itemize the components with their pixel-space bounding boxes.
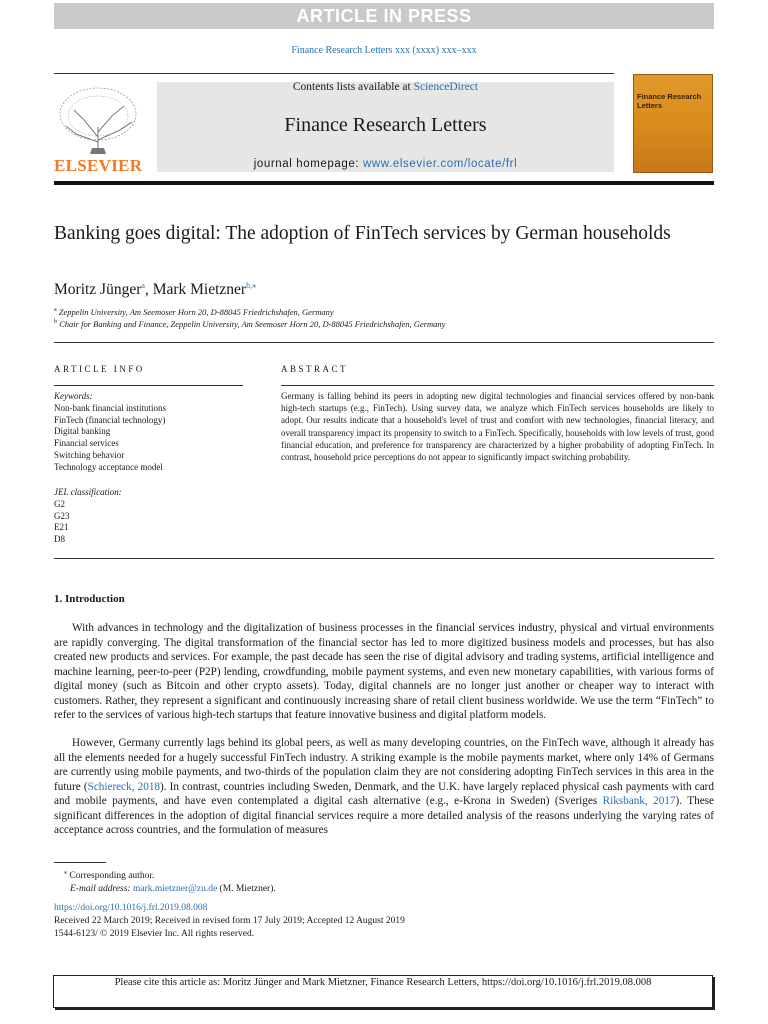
introduction-heading: 1. Introduction [54,593,125,605]
keyword-item: Digital banking [54,426,111,437]
paper-title: Banking goes digital: The adoption of FinTech services by German households [54,223,671,244]
section-divider [54,558,714,559]
author-list [54,281,256,299]
footnote-rule [54,862,106,863]
keywords-label: Keywords: [54,391,93,401]
sciencedirect-link[interactable]: ScienceDirect [413,81,479,93]
affiliation-text: Chair for Banking and Finance, Zeppelin University, Am Seemoser Horn 20, D-88045 Friedrichshafen, Germany [59,319,446,329]
body-paragraph: With advances in technology and the digitalization of business processes in the financial services industry, physical and virtual environments are rapidly converging. The digital transformation of the financial sector has led to more digitized business models and processes, but has also created new products and services. For example, the past decade has seen the rise of digital advisory and trading systems, artificial intelligence and machine learning, peer-to-peer (P2P) lending, crowdfunding, mobile payment systems, and even new monetary capabilities, with various forms of digital money (such as Bitcoin and other crypto assets). Today, digital channels are no longer just another or cheaper way to interact with customers. Rather, they represent a significant and continuously increasing share of retail client business worldwide. We use the term “FinTech” to refer to the services of various high-tech startups that feature innovative business and digital platform models. [54,622,714,721]
cover-title: Finance Research Letters [637,92,702,110]
jel-code: G2 [54,498,65,509]
citation-link[interactable]: Riksbank, 2017 [602,795,676,807]
abstract-rule [281,385,714,386]
affiliation-b [54,319,445,329]
affiliation-mark: b [54,319,57,326]
cite-article-text: Please cite this article as: Moritz Jünger and Mark Mietzner, Finance Research Letters, https://doi.org/10.1016/j.frl.2019.08.008 [114,977,652,988]
abstract-text: Germany is falling behind its peers in adopting new digital technologies and financial services offered by non-bank high-tech startups (e.g., FinTech). Using survey data, we analyze which FinTech services households are likely to adopt. Our results indicate that a household's level of trust and comfort with new technologies, financial literacy, and overall transparency impact its propensity to switch to a FinTech. Specifically, households with low levels of trust, good financial education, and preference for transparency are characterized by a higher probability of adopting FinTech. In contrast, household price perceptions do not appear to significantly impact switching probability. [281,391,714,463]
email-suffix: (M. Mietzner). [217,884,276,895]
keyword-item: Switching behavior [54,449,125,460]
paragraph-text: ). In contrast, countries including Sweden, Denmark, and the U.K. have largely replaced physical cash payments with card and mobile payments, and have even contemplated a digital cash alternative (e.g., e-Krona in Sweden) (Sveriges [54,780,714,807]
author-separator: , [144,281,153,299]
keyword-item: Financial services [54,438,119,449]
article-info-heading: ARTICLE INFO [54,364,145,374]
body-paragraph [54,736,714,838]
author-name[interactable]: Moritz Jünger [54,281,142,299]
doi-link[interactable]: https://doi.org/10.1016/j.frl.2019.08.008 [54,903,208,913]
elsevier-wordmark: ELSEVIER [54,156,143,175]
affiliation-mark[interactable]: a [141,281,145,290]
keyword-item: Non-bank financial institutions [54,402,166,413]
paragraph-text: ). These significant differences in the adoption of digital financial services require a more detailed analysis of the reasons underlying the varying rates of acceptance across countries, and the formulation of measures [54,795,714,836]
journal-name: Finance Research Letters [284,114,487,136]
keyword-item: Technology acceptance model [54,461,163,472]
citation-link[interactable]: Schiereck, 2018 [87,780,161,793]
jel-classification-block [54,487,122,546]
corresponding-author-footnote [64,867,276,896]
keyword-item: FinTech (financial technology) [54,414,166,425]
keywords-block [54,391,166,474]
author-name[interactable]: Mark Mietzner [152,281,247,299]
homepage-link[interactable]: www.elsevier.com/locate/frl [363,158,518,170]
affiliation-mark: a [54,307,57,314]
header-bottom-rule [54,181,714,185]
footnote-mark: ⁎ [64,870,67,876]
affiliation-a [54,307,334,317]
jel-label: JEL classification: [54,487,122,497]
jel-code: D8 [54,534,65,545]
contents-prefix: Contents lists available at [292,81,414,93]
section-divider [54,342,714,343]
copyright-line: 1544-6123/ © 2019 Elsevier Inc. All rights reserved. [54,929,255,939]
contents-available-line [157,81,614,93]
article-info-rule [54,385,243,386]
corresponding-author-text: Corresponding author. [67,871,155,882]
received-dates: Received 22 March 2019; Received in revised form 17 July 2019; Accepted 12 August 2019 [54,916,405,926]
email-link[interactable]: mark.mietzner@zu.de [132,884,218,895]
jel-code: G23 [54,510,70,521]
journal-cover-thumbnail[interactable] [633,74,713,173]
journal-citation-link[interactable]: Finance Research Letters xxx (xxxx) xxx–xxx [291,45,477,56]
email-label: E-mail address: [70,884,133,895]
homepage-prefix: journal homepage: [253,158,363,170]
abstract-heading: ABSTRACT [281,364,349,374]
header-top-rule [54,73,614,74]
article-in-press-banner: ARTICLE IN PRESS [54,3,714,29]
paragraph-text: However, Germany currently lags behind its global peers, as well as many developing countries, on the FinTech wave, although it already has all the elements needed for a hugely successful FinTech industry. A striking example is the mobile payments market, where only 14% of Germans are currently using mobile payments, and two-thirds of the population claim they are not considering adopting FinTech services in this area in the future ( [54,737,714,793]
journal-homepage-line [157,158,614,170]
affiliation-mark[interactable]: b,⁎ [246,281,257,290]
affiliation-text: Zeppelin University, Am Seemoser Horn 20, D-88045 Friedrichshafen, Germany [58,307,334,317]
jel-code: E21 [54,522,69,533]
